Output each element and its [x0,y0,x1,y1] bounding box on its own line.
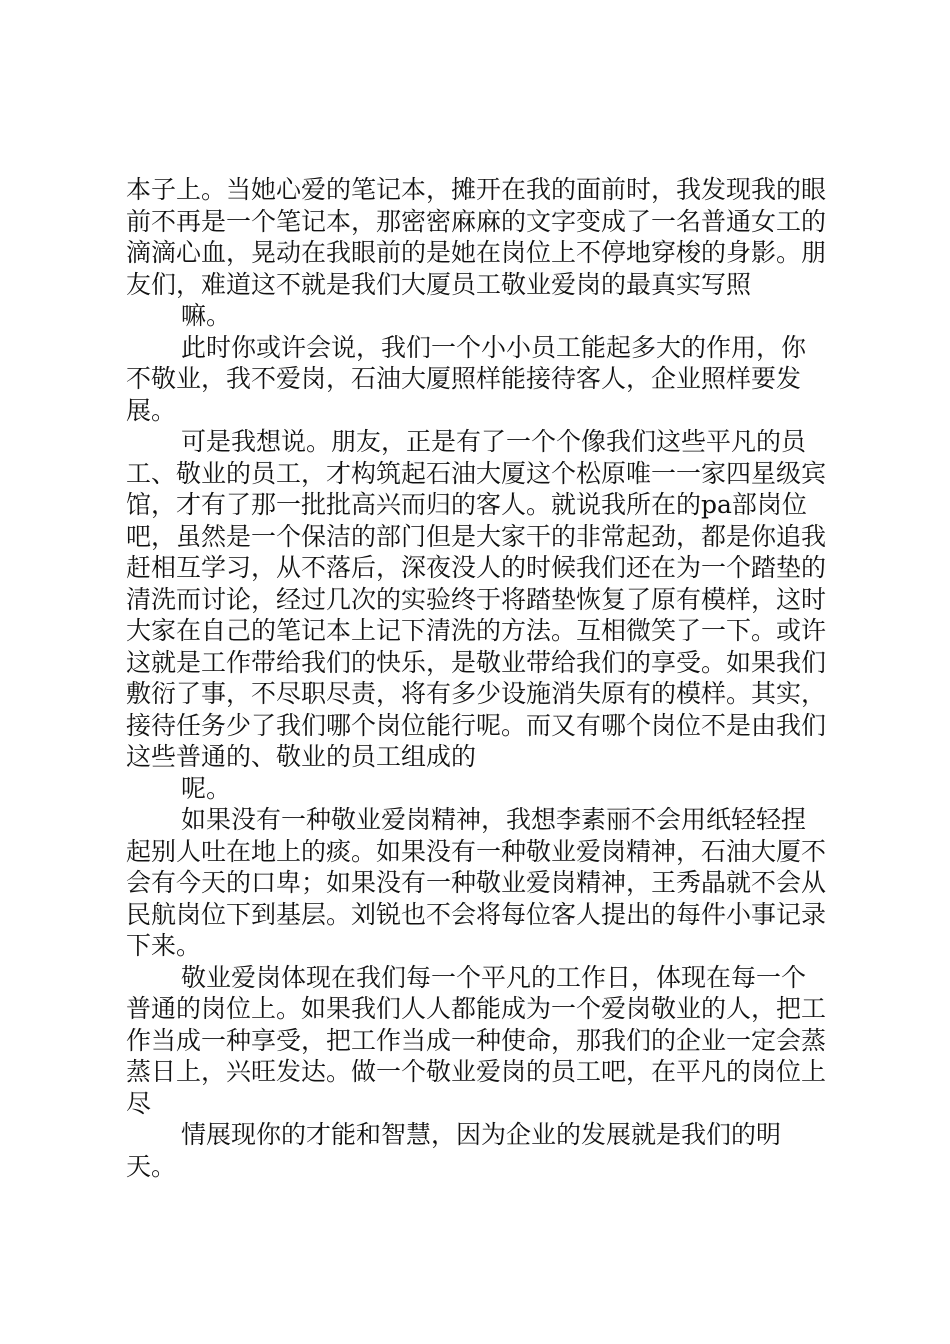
paragraph-closing: 情展现你的才能和智慧，因为企业的发展就是我们的明天。 [126,1120,782,1181]
paragraph-ordinary-staff: 可是我想说。朋友，正是有了一个个像我们这些平凡的员工、敬业的员工，才构筑起石油大厦这个松原唯一一家四星级宾馆，才有了那一批批高兴而归的客人。就说我所在的pa部岗位吧，虽然是一个保洁的部门但是大家干的非常起劲，都是你追我赶相互学习，从不落后，深夜没人的时候我们还在为一个踏垫的清洗而讨论，经过几次的实验终于将踏垫恢复了原有模样，这时大家在自己的笔记本上记下清洗的方法。互相微笑了一下。或许这就是工作带给我们的快乐，是敬业带给我们的享受。如果我们敷衍了事，不尽职尽责，将有多少设施消失原有的模样。其实，接待任务少了我们哪个岗位能行呢。而又有哪个岗位不是由我们这些普通的、敬业的员工组成的 [126,427,827,771]
paragraph-dedication-examples: 如果没有一种敬业爱岗精神，我想李素丽不会用纸轻轻捏起别人吐在地上的痰。如果没有一种敬业爱岗精神，石油大厦不会有今天的口卑；如果没有一种敬业爱岗精神，王秀晶就不会从民航岗位下到基层。刘锐也不会将每位客人提出的每件小事记录下来。 [126,805,827,960]
paragraph-continued-ending: 嘛。 [181,301,232,330]
paragraph-role-question: 此时你或许会说，我们一个小小员工能起多大的作用，你不敬业，我不爱岗，石油大厦照样能接待客人，企业照样要发展。 [126,332,807,425]
paragraph-call-to-action: 敬业爱岗体现在我们每一个平凡的工作日，体现在每一个普通的岗位上。如果我们人人都能成为一个爱岗敬业的人，把工作当成一种享受，把工作当成一种使命，那我们的企业一定会蒸蒸日上，兴旺发达。做一个敬业爱岗的员工吧，在平凡的岗位上尽 [126,962,827,1118]
paragraph-question-ending: 呢。 [181,773,232,803]
paragraph-continued-text: 本子上。当她心爱的笔记本，摊开在我的面前时，我发现我的眼前不再是一个笔记本，那密密麻麻的文字变成了一名普通女工的滴滴心血，晃动在我眼前的是她在岗位上不停地穿梭的身影。朋友们，难道这不就是我们大厦员工敬业爱岗的最真实写照 [126,175,827,299]
document-body [126,174,826,1182]
